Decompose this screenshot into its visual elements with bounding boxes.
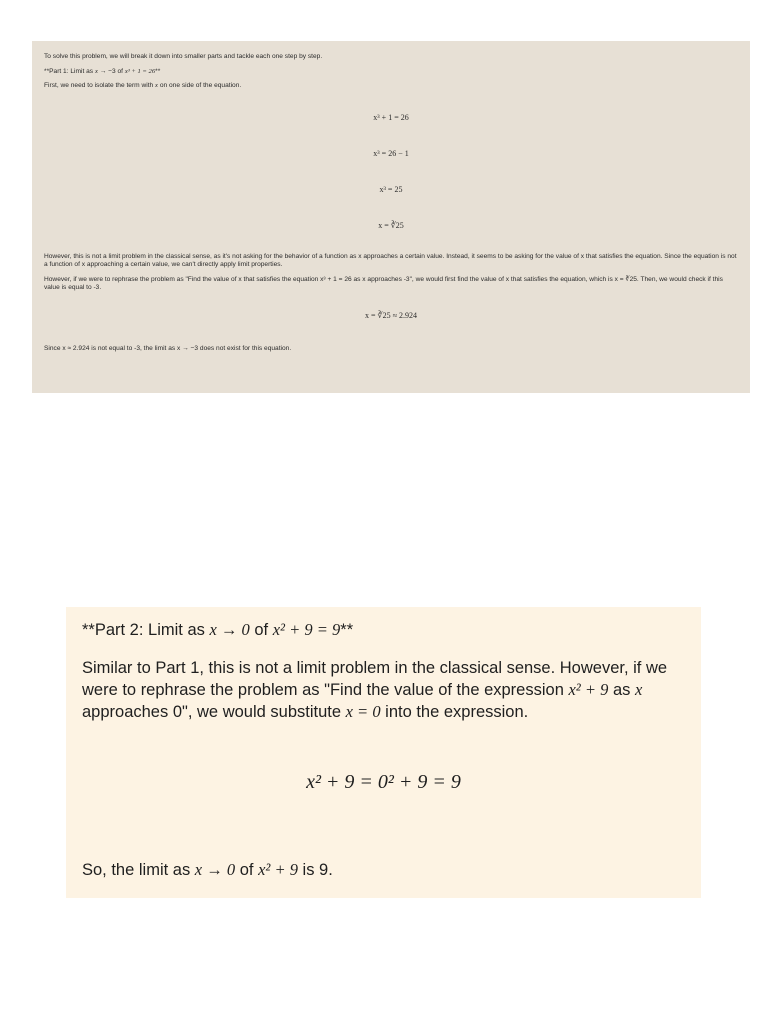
part2-conclusion	[82, 859, 685, 881]
part2-para-sub: x = 0	[345, 702, 381, 721]
part1-conclusion: Since x ≈ 2.924 is not equal to -3, the limit as x → −3 does not exist for this equation.	[44, 344, 292, 352]
part2-conclusion-limit: x → 0	[194, 860, 236, 879]
part1-intro: To solve this problem, we will break it down into smaller parts and tackle each one step by step.	[44, 53, 323, 60]
part1-heading-suffix: **	[155, 67, 161, 75]
part2-heading-of: of	[249, 621, 273, 639]
part1-isolate-var: x	[155, 82, 158, 89]
part1-card	[32, 41, 750, 393]
part1-however2: However, if we were to rephrase the problem as "Find the value of x that satisfies the equation x³ + 1 = 26 as x approaches -3", we would first find the value of x that satisfies the equation, which is x = ∛25. Then, we would check if this value is equal to -3.	[44, 275, 723, 291]
part1-eq3: x³ = 25	[379, 184, 403, 194]
part2-para-b: as	[608, 681, 635, 699]
part1-eq4: x = ∛25	[378, 220, 404, 230]
part1-heading-var: x	[94, 67, 98, 75]
part2-para-c: approaches 0", we would substitute	[82, 703, 346, 721]
part2-conclusion-b: of	[235, 861, 259, 879]
part2-conclusion-c: is 9.	[297, 861, 333, 879]
part1-however1: However, this is not a limit problem in the classical sense, as it's not asking for the behavior of a function as x approaches a certain value. Instead, it seems to be asking for the value of x that satisfies the equation. Since the equation is not a function of x approaching a certain value, we can't directly apply limit properties.	[44, 252, 737, 268]
part1-eq2: x³ = 26 − 1	[373, 148, 409, 158]
part2-heading	[82, 619, 685, 641]
part2-para-a: Similar to Part 1, this is not a limit problem in the classical sense. However, if we were to rephrase the problem as "Find the value of the expression	[82, 659, 668, 699]
part2-heading-limit: x → 0	[209, 620, 250, 639]
part2-para-d: into the expression.	[380, 703, 529, 721]
part1-heading-arrow: → −3 of	[97, 67, 125, 75]
part2-heading-prefix: **Part 2: Limit as	[82, 621, 210, 639]
part1-isolate	[44, 82, 738, 91]
part1-heading-expr: x³ + 1 = 26	[124, 67, 156, 75]
part2-card	[66, 607, 701, 898]
part2-para-var: x	[634, 680, 643, 699]
part1-heading-prefix: **Part 1: Limit as	[44, 67, 95, 75]
part1-eq5: x = ∛25 ≈ 2.924	[365, 310, 417, 320]
part1-isolate-b: on one side of the equation.	[157, 82, 242, 89]
part1-eq1: x³ + 1 = 26	[373, 112, 409, 122]
part2-heading-expr: x² + 9 = 9	[272, 620, 341, 639]
part2-conclusion-a: So, the limit as	[82, 861, 195, 879]
part2-paragraph	[82, 658, 685, 723]
part2-conclusion-expr: x² + 9	[258, 860, 298, 879]
part2-big-equation: x² + 9 = 0² + 9 = 9	[306, 771, 461, 793]
part2-heading-suffix: **	[340, 621, 354, 639]
part2-para-expr: x² + 9	[568, 680, 609, 699]
part1-isolate-a: First, we need to isolate the term with	[44, 82, 156, 89]
part1-heading	[44, 68, 738, 77]
